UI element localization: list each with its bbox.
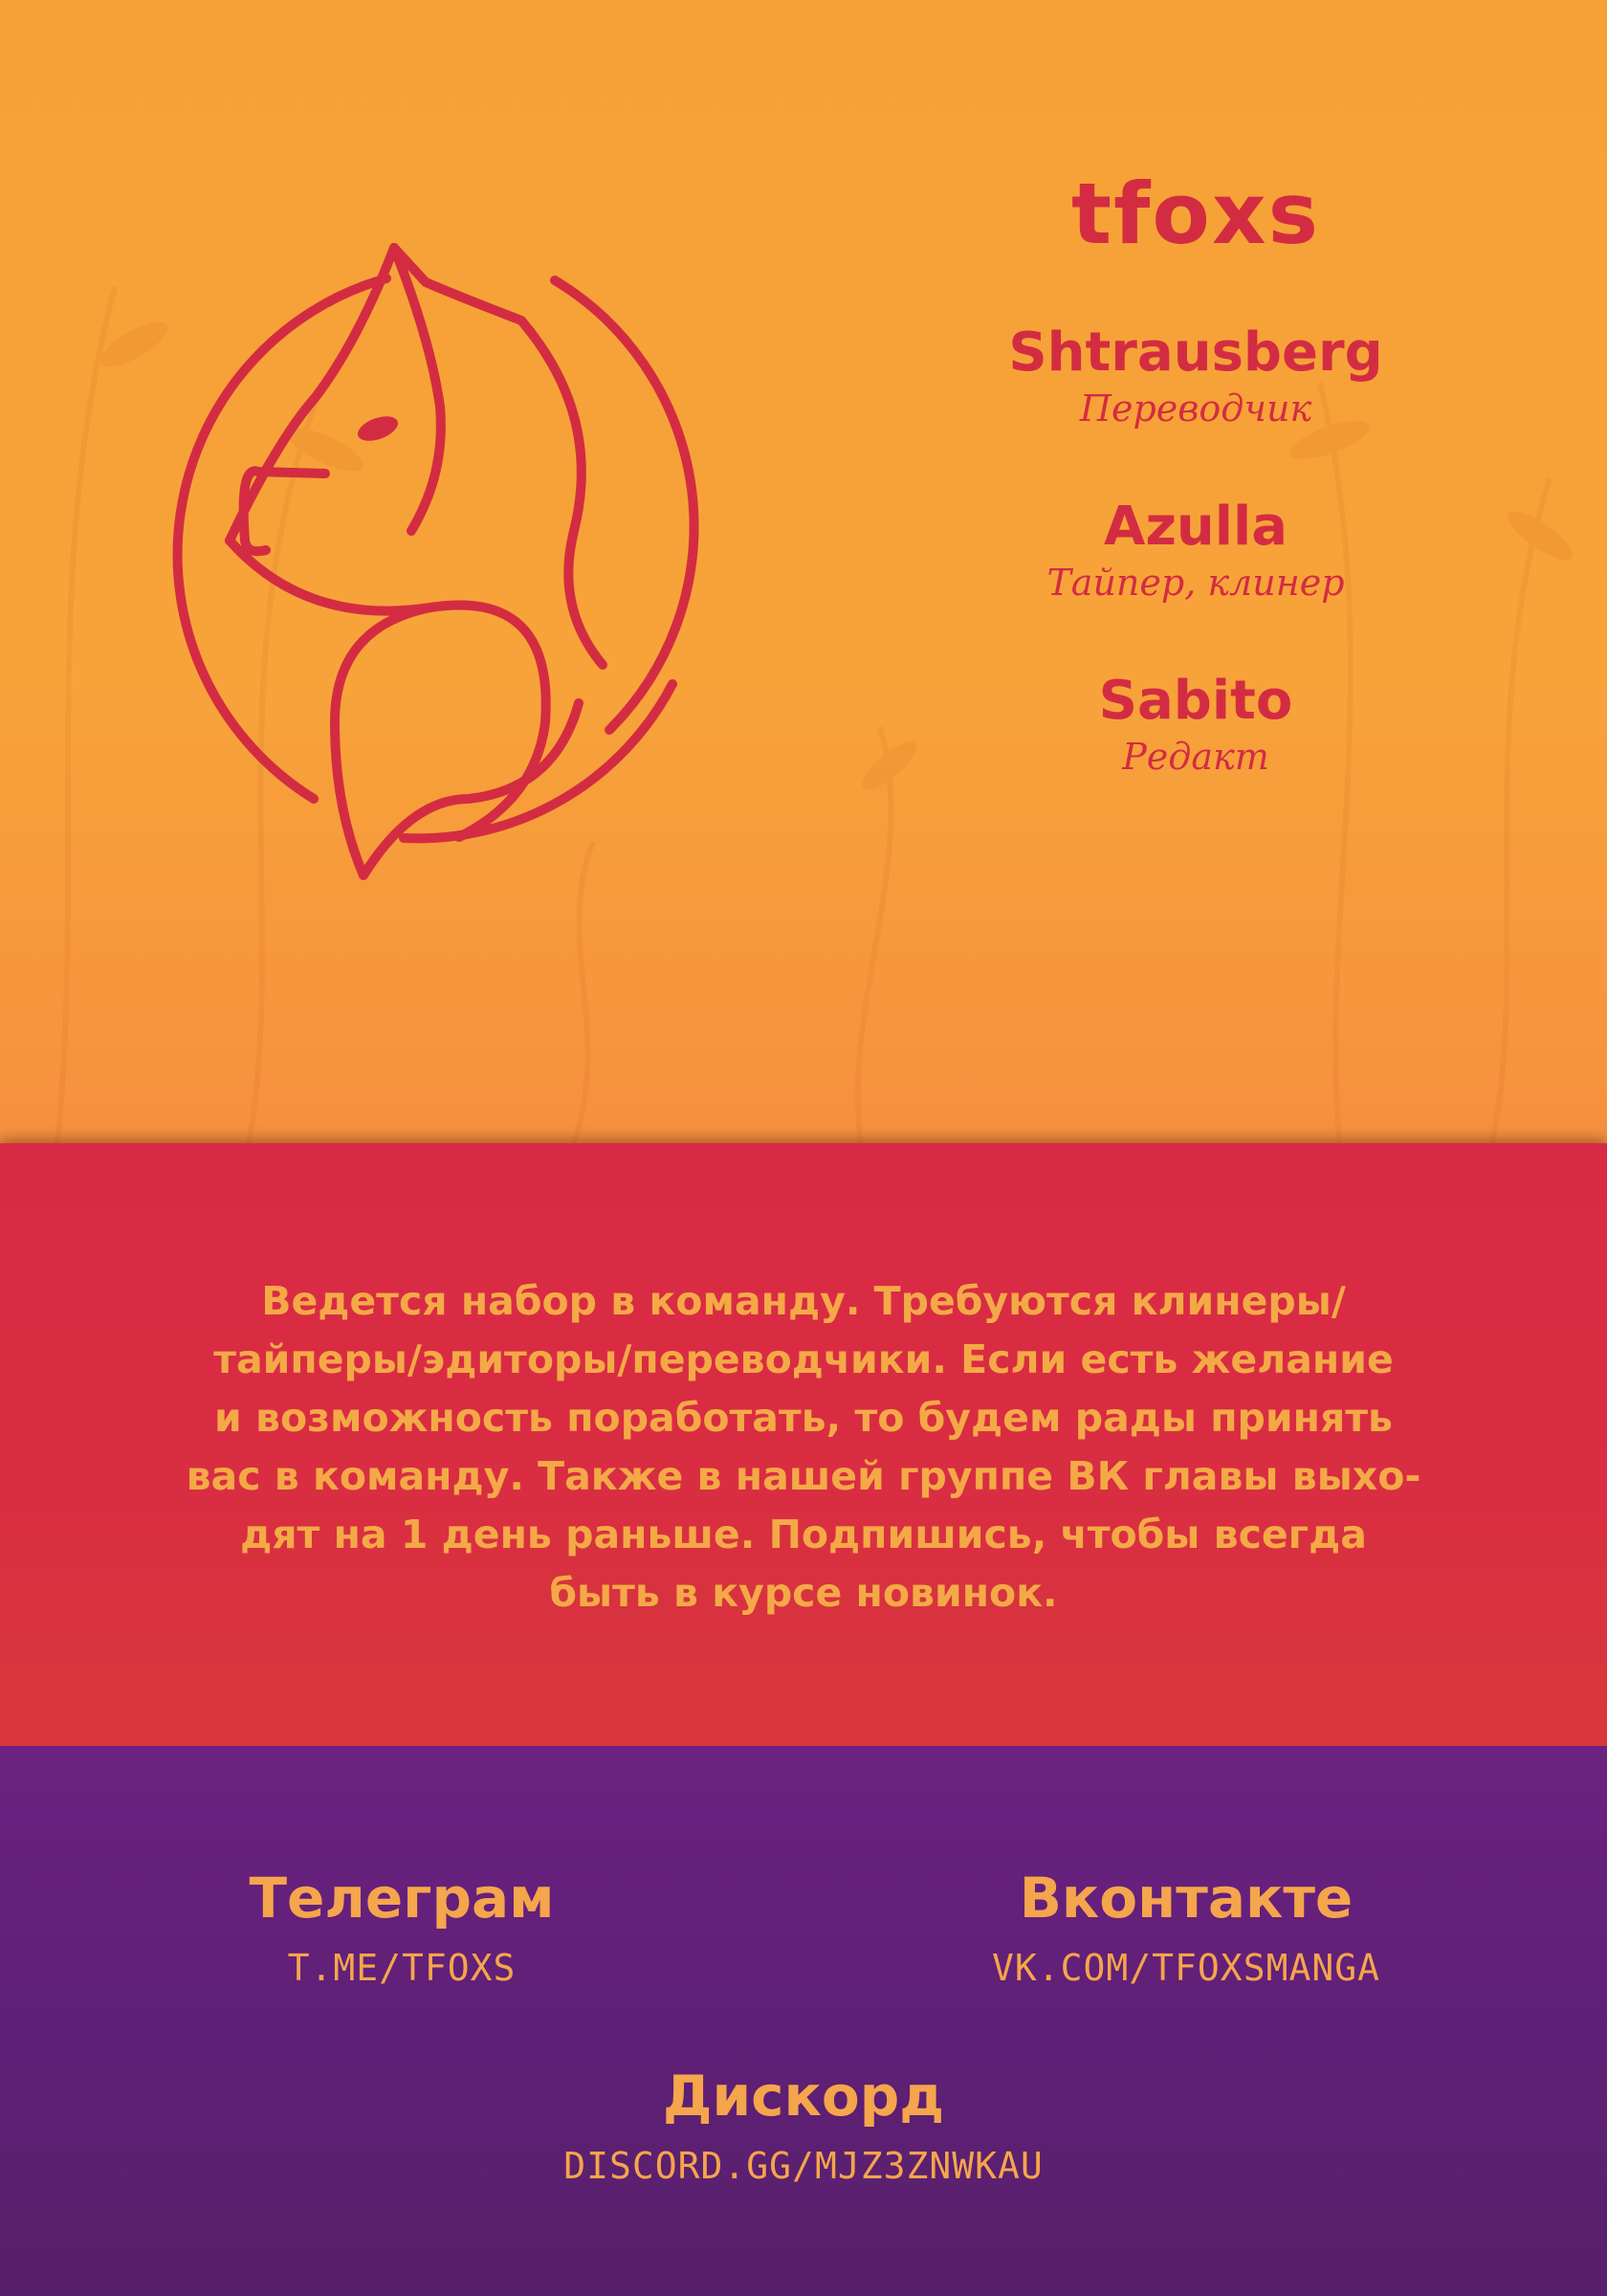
team-name: tfoxs xyxy=(1071,165,1320,263)
member-role: Тайпер, клинер xyxy=(1046,561,1345,604)
announcement-line: Ведется набор в команду. Требуются клинеры/ xyxy=(261,1278,1346,1324)
vk-block xyxy=(937,1868,1435,1989)
telegram-block xyxy=(163,1868,641,1989)
member-item xyxy=(957,670,1435,781)
member-item xyxy=(957,496,1435,607)
announcement-line: дят на 1 день раньше. Подпишись, чтобы всегда xyxy=(240,1512,1367,1557)
announcement-line: быть в курсе новинок. xyxy=(549,1570,1058,1616)
announcement-text xyxy=(115,1272,1492,1623)
member-role: Переводчик xyxy=(1079,386,1312,430)
member-name: Sabito xyxy=(1098,670,1293,733)
fox-icon xyxy=(143,225,756,894)
discord-link[interactable]: DISCORD.GG/MJZ3ZNWKAU xyxy=(563,2144,1044,2187)
member-item xyxy=(957,321,1435,432)
announcement-line: вас в команду. Также в нашей группе ВК главы выхо- xyxy=(186,1453,1421,1499)
telegram-link[interactable]: T.ME/TFOXS xyxy=(287,1946,517,1989)
announcement-section xyxy=(0,1143,1607,1746)
socials-section xyxy=(0,1746,1607,2296)
announcement-line: и возможность поработать, то будем рады принять xyxy=(214,1395,1393,1441)
discord-block xyxy=(421,2066,1186,2187)
vk-title: Вконтакте xyxy=(1019,1866,1354,1931)
member-role: Редакт xyxy=(1122,736,1269,779)
credits-block xyxy=(957,165,1435,849)
credits-section xyxy=(0,0,1607,1143)
discord-title: Дискорд xyxy=(662,2064,945,2129)
member-name: Shtrausberg xyxy=(1008,321,1383,384)
announcement-line: тайперы/эдиторы/переводчики. Если есть желание xyxy=(213,1336,1394,1382)
telegram-title: Телеграм xyxy=(249,1866,555,1931)
member-name: Azulla xyxy=(1104,496,1288,559)
vk-link[interactable]: VK.COM/TFOXSMANGA xyxy=(992,1946,1380,1989)
